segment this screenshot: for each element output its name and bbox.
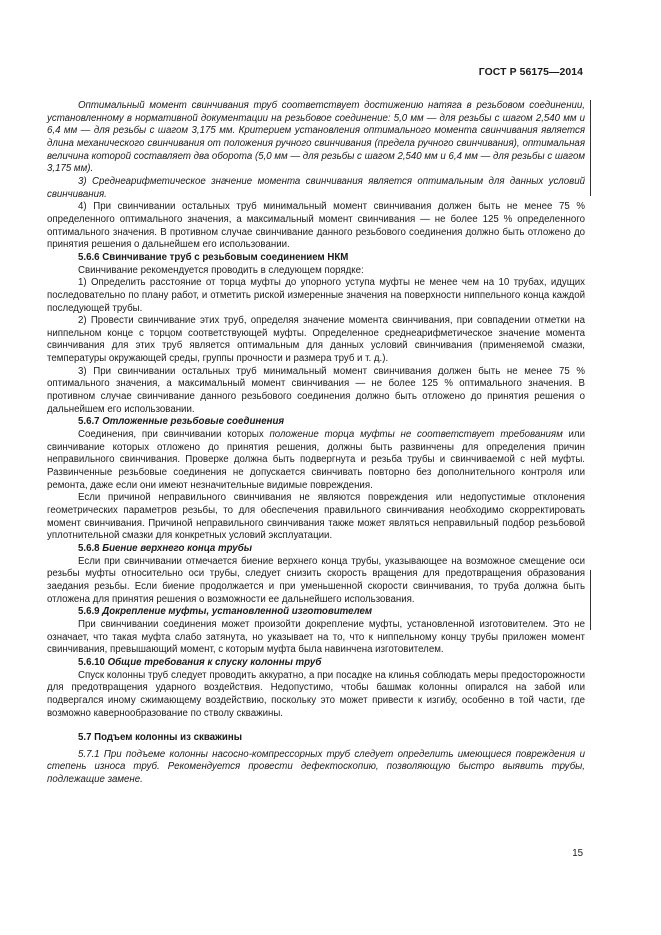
section-heading-5-6-10 (47, 657, 585, 670)
revision-bar (590, 570, 591, 630)
section-heading-5-7: 5.7 Подъем колонны из скважины (78, 732, 242, 744)
paragraph-incorrect-makeup-cause: Если причиной неправильного свинчивания не являются повреждения или недопустимые отклонения геометрических параметров резьбы, то для обеспечения правильного свинчивания необходимо скорректировать момент свинчивания. Причиной неправильного свинчивания также может являться неправильный подбор резьбовой уплотнительной смазки для конкретных условий эксплуатации. (47, 492, 585, 542)
text-run-italic: При подъеме колонны насосно-компрессорных труб следует определить имеющиеся повреждения и степень износа труб. Рекомендуется провести дефектоскопию, позволяющую быстро выявить трубы, подлежащие замене. (47, 748, 585, 786)
paragraph-mean-value: 3) Среднеарифметическое значение момента свинчивания является оптимальным для данных условий свинчивания. (47, 175, 585, 200)
text-run: Соединения, при свинчивании которых (78, 429, 270, 441)
paragraph-procedure-intro: Свинчивание рекомендуется проводить в следующем порядке: (78, 264, 364, 276)
paragraph-coupling-tightening: При свинчивании соединения может произойти докрепление муфты, установленной изготовителем. Это не означает, что такая муфта слабо затянута, но указывает на то, что к ниппельному концу трубы приложен момент свинчивания, превышающий момент, с которым муфта была навинчена изготовителем. (47, 618, 585, 656)
section-title: Докрепление муфты, установленной изготовителем (102, 606, 373, 618)
paragraph-pipe-runout: Если при свинчивании отмечается биение верхнего конца трубы, указывающее на возможное смещение оси резьбы муфты относительно оси трубы, следует снизить скорость вращения для предотвращения образования заедания резьбы. Если биение продолжается и при уменьшенной скорости свинчивания, то труба должна быть отложена для принятия решения о возможности ее дальнейшего использования. (47, 555, 585, 605)
section-title: Биение верхнего конца трубы (102, 542, 253, 554)
paragraph-step-3: 3) При свинчивании остальных труб минимальный момент свинчивания должен быть не менее 75 % оптимального значения, а максимальный момент свинчивания — не более 125 % оптимального значения. В противном случае свинчивание данного резьбового соединения должно быть отложено до принятия решения о дальнейшем его использовании. (47, 365, 585, 415)
section-number: 5.6.10 (78, 656, 105, 668)
section-number: 5.6.8 (78, 542, 100, 554)
section-heading-5-6-7 (47, 416, 585, 429)
text-run: или свинчивание которых отложено до принятия решения, должны быть развинчены для определения причин неправильного свинчивания. Проверке должна быть подвергнута и резьба трубы и свинчиваемой с ней муфты. Развинченные резьбовые соединения не допускается свинчивать повторно без дополнительного контроля или ремонта, даже если они имеют незначительные видимые повреждения. (47, 429, 586, 491)
paragraph-5-7-1 (47, 749, 585, 787)
document-code: ГОСТ Р 56175—2014 (478, 67, 583, 78)
section-title: Общие требования к спуску колонны труб (107, 656, 322, 668)
paragraph-step-1: 1) Определить расстояние от торца муфты до упорного уступа муфты не менее чем на 10 трубах, идущих последовательно по плану работ, и отметить риской измеренные значения на поверхности ниппельного конца каждой последующей трубы. (47, 277, 585, 314)
page-body (47, 100, 585, 787)
paragraph-deferred-connections (47, 429, 585, 492)
text-run: 5.7.1 (78, 748, 104, 760)
text-run-italic: положение торца муфты не соответствует требованиям (269, 429, 563, 441)
paragraph-step-2: 2) Провести свинчивание этих труб, определяя значение момента свинчивания, при совпадении отметки на ниппельном конце с торцом соответствующей муфты. Определенное среднеарифметическое значение момента свинчивания для этих труб является оптимальным для данных условий свинчивания (применяемой смазки, температуры окружающей среды, группы прочности и размера труб и т. д.). (47, 315, 585, 365)
section-heading-5-6-6: 5.6.6 Свинчивание труб с резьбовым соединением НКМ (78, 251, 349, 263)
section-heading-5-6-8 (47, 543, 585, 556)
section-heading-5-6-9 (47, 606, 585, 619)
section-title: Отложенные резьбовые соединения (102, 416, 285, 428)
section-number: 5.6.9 (78, 606, 100, 618)
revision-bar (590, 100, 591, 196)
page-number: 15 (572, 848, 583, 859)
section-number: 5.6.7 (78, 416, 100, 428)
paragraph-running-string: Спуск колонны труб следует проводить аккуратно, а при посадке на клинья соблюдать меры предосторожности для предотвращения ударного воздействия. Недопустимо, чтобы башмак колонны опирался на забой или подвергался иному сжимающему воздействию, поскольку это может привести к изгибу, особенно в той части, где возможно кавернообразование по стволу скважины. (47, 669, 585, 719)
paragraph-optimal-torque: Оптимальный момент свинчивания труб соответствует достижению натяга в резьбовом соединении, установленному в нормативной документации на резьбовое соединение: 5,0 мм — для резьбы с шагом 2,540 мм и 6,4 мм — для резьбы с шагом 3,175 мм. Критерием установления оптимального момента свинчивания является длина механического свинчивания от положения ручного свинчивания (предела ручного свинчивания), оптимальная величина которой составляет два оборота (5,0 мм — для резьбы с шагом 2,540 мм и 6,4 мм — для резьбы с шагом 3,175 мм). (47, 100, 585, 175)
paragraph-remaining-pipes: 4) При свинчивании остальных труб минимальный момент свинчивания должен быть не менее 75 % определенного оптимального значения, а максимальный момент свинчивания — не более 125 % определенного оптимального значения. В противном случае свинчивание данного резьбового соединения должно быть отложено до принятия решения о дальнейшем его использовании. (47, 201, 585, 251)
